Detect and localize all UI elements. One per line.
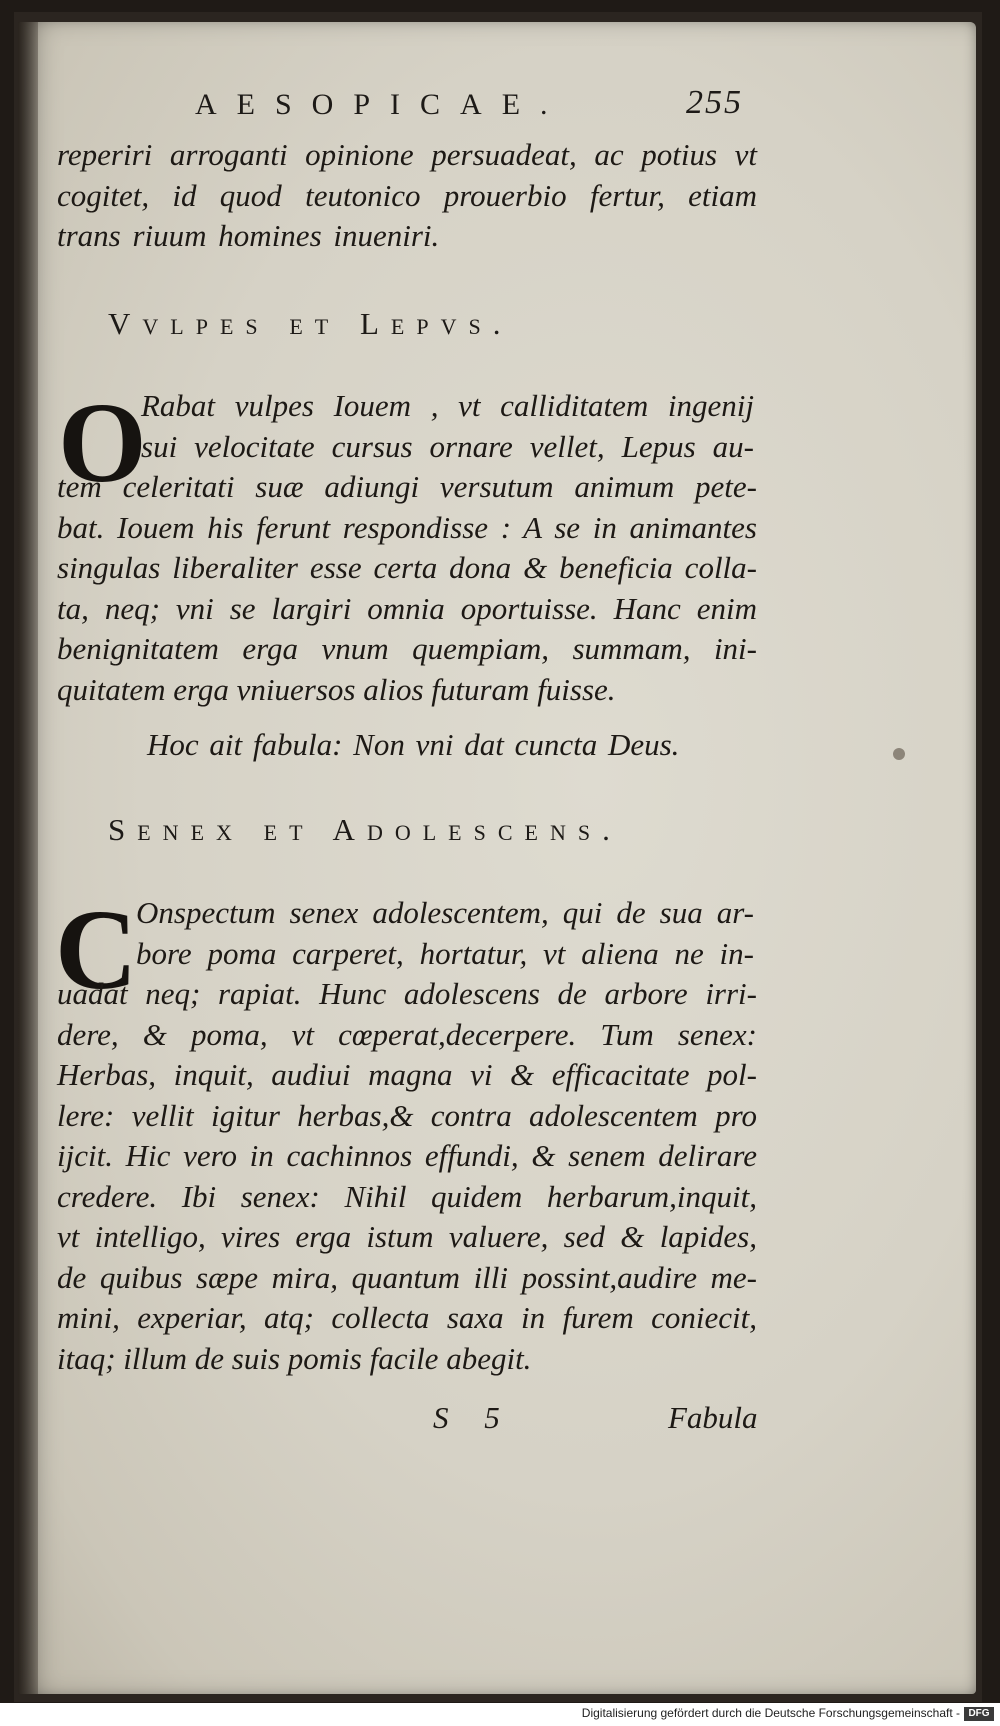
text-line: dere, & poma, vt cœperat,decerpere. Tum senex: [57, 1016, 757, 1052]
fable1-indented-lines [141, 386, 754, 467]
text-line: bat. Iouem his ferunt respondisse : A se in animantes [57, 509, 757, 545]
dfg-logo: DFG [964, 1707, 994, 1721]
text-line: ta, neq; vni se largiri omnia oportuisse. Hanc enim [57, 590, 757, 626]
text-line: Onspectum senex adolescentem, qui de sua ar- [136, 895, 754, 930]
text-line: Herbas, inquit, audiui magna vi & efficacitate pol- [57, 1057, 757, 1092]
text-line: sui velocitate cursus ornare vellet, Lepus au- [141, 428, 754, 464]
text-line: bore poma carperet, hortatur, vt aliena ne in- [136, 935, 754, 971]
text-line: tem celeritati suæ adiungi versutum animum pete- [57, 469, 757, 504]
text-line: uadat neq; rapiat. Hunc adolescens de arbore irri- [57, 976, 757, 1011]
text-line: reperiri arroganti opinione persuadeat, ac potius vt [57, 137, 757, 172]
text-line: cogitet, id quod teutonico prouerbio fertur, etiam [57, 177, 757, 213]
fable2-indented-lines [136, 893, 754, 974]
catchword: Fabula [668, 1400, 758, 1435]
text-line: quitatem erga vniuersos alios futuram fuisse. [57, 671, 616, 707]
text-line: vt intelligo, vires erga istum valuere, sed & lapides, [57, 1219, 757, 1254]
paper-stain [893, 748, 905, 760]
running-head: AESOPICAE. [195, 88, 568, 121]
drop-initial-c: C [55, 886, 138, 1013]
fable1-body [57, 467, 757, 710]
book-page [18, 22, 976, 1694]
text-line: ijcit. Hic vero in cachinnos effundi, & senem delirare [57, 1138, 757, 1173]
text-line: Rabat vulpes Iouem , vt calliditatem ingenij [141, 388, 754, 423]
text-line: trans riuum homines inueniri. [57, 218, 440, 253]
fable-title-senex: Senex et Adolescens. [108, 812, 622, 847]
binding-gutter [18, 22, 38, 1694]
text-line: de quibus sæpe mira, quantum illi possint,audire me- [57, 1259, 757, 1295]
text-line: benignitatem erga vnum quempiam, summam, ini- [57, 631, 757, 666]
intro-paragraph [57, 135, 757, 257]
text-line: lere: vellit igitur herbas,& contra adolescentem pro [57, 1097, 757, 1133]
text-line: itaq; illum de suis pomis facile abegit. [57, 1340, 532, 1376]
funding-notice: Digitalisierung gefördert durch die Deutsche Forschungsgemeinschaft - [581, 1706, 960, 1720]
page-number: 255 [686, 84, 743, 121]
signature-mark: S 5 [433, 1400, 514, 1435]
footer-bar [0, 1703, 1000, 1726]
fable-title-vulpes: Vvlpes et Lepvs. [108, 306, 513, 341]
text-line: mini, experiar, atq; collecta saxa in furem coniecit, [57, 1300, 757, 1335]
drop-initial-o: O [58, 379, 147, 506]
text-line: singulas liberaliter esse certa dona & beneficia colla- [57, 550, 757, 585]
fable2-body [57, 974, 757, 1379]
text-line: credere. Ibi senex: Nihil quidem herbarum,inquit, [57, 1178, 757, 1214]
fable1-moral: Hoc ait fabula: Non vni dat cuncta Deus. [147, 727, 680, 762]
